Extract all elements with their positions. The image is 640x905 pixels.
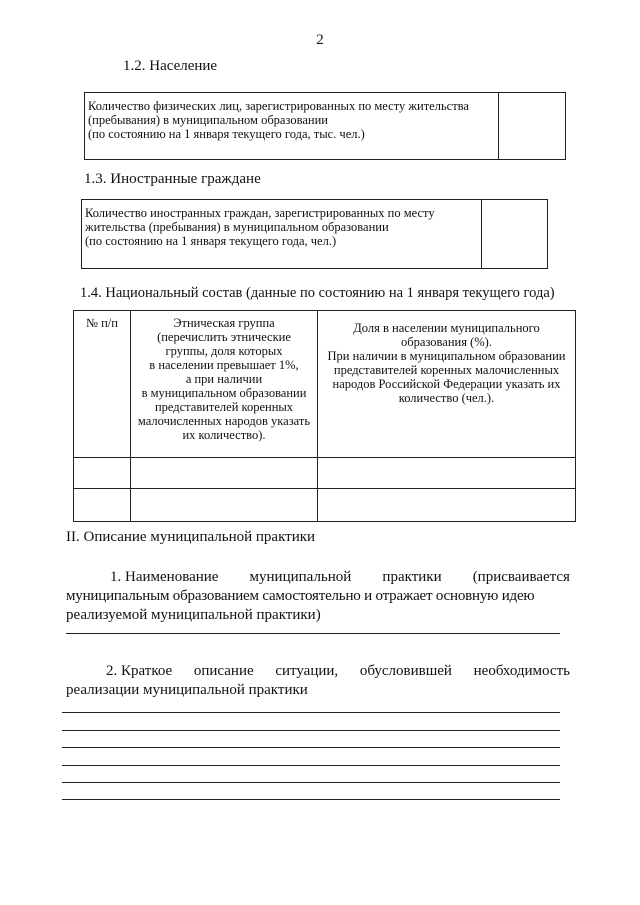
national-table [73,310,576,522]
table-cell[interactable] [74,457,131,488]
national-header-line: их количество). [182,428,266,442]
population-heading: 1.2. Население [123,58,218,74]
foreigners-heading: 1.3. Иностранные граждане [84,171,261,187]
national-header-line: представителей коренных малочисленных [333,363,560,377]
item2-answer-line[interactable] [62,747,560,748]
item2-answer-line[interactable] [62,782,560,783]
population-value-cell[interactable] [499,93,566,160]
item1-line2: муниципальным образованием самостоятельно и отражает основную идею [66,588,535,604]
item2-word: обусловившей [359,663,452,679]
item1-word: практики [382,569,442,585]
section2-heading: II. Описание муниципальной практики [66,529,316,545]
national-header-line: Доля в населении муниципального [353,321,540,335]
page-number: 2 [316,32,324,48]
item2-word: необходимость [473,663,570,679]
national-header-line: народов Российской Федерации указать их [332,377,561,391]
national-header-line: в муниципальном образовании [141,386,307,400]
item2-paragraph [66,662,570,700]
foreigners-label-line: жительства (пребывания) в муниципальном образовании [85,220,389,234]
national-header-line: При наличии в муниципальном образовании [327,349,566,363]
item2-line2: реализации муниципальной практики [66,682,308,698]
item2-word: описание [193,663,254,679]
national-header-line: Этническая группа [173,316,275,330]
foreigners-value-cell[interactable] [482,200,548,269]
national-header-line: группы, доля которых [165,344,283,358]
table-row [74,488,576,521]
population-label-line: (пребывания) в муниципальном образовании [88,113,328,127]
foreigners-label-line: Количество иностранных граждан, зарегистрированных по месту [85,206,435,220]
national-header-line: образования (%). [401,335,492,349]
item2-answer-line[interactable] [62,730,560,731]
table-cell[interactable] [131,488,318,521]
item2-answer-line[interactable] [62,765,560,766]
item2-answer-line[interactable] [62,712,560,713]
item2-word: 2. Краткое [106,663,173,679]
table-cell[interactable] [318,488,576,521]
table-cell[interactable] [131,457,318,488]
national-header-line: (перечислить этнические [157,330,291,344]
table-row [74,457,576,488]
foreigners-table [81,199,548,269]
population-label-line: (по состоянию на 1 января текущего года, тыс. чел.) [88,127,365,141]
foreigners-label-line: (по состоянию на 1 января текущего года, чел.) [85,234,337,248]
item2-line1 [66,662,570,681]
population-label-cell [85,93,499,160]
national-header-number [74,311,131,458]
national-heading: 1.4. Национальный состав (данные по состоянию на 1 января текущего года) [80,285,555,301]
item1-word: 1. Наименование [110,569,219,585]
item1-answer-line[interactable] [66,633,560,634]
item1-paragraph [66,568,570,625]
national-header-line: малочисленных народов указать [137,414,311,428]
national-header-line: представителей коренных [154,400,294,414]
item1-word: (присваивается [472,569,570,585]
foreigners-label-cell [82,200,482,269]
national-header-line: № п/п [86,316,118,330]
population-label-line: Количество физических лиц, зарегистрированных по месту жительства [88,99,469,113]
item1-line1 [66,568,570,587]
national-header-ethnic-group [131,311,318,458]
item1-line3: реализуемой муниципальной практики) [66,607,321,623]
table-cell[interactable] [318,457,576,488]
table-cell[interactable] [74,488,131,521]
national-header-line: количество (чел.). [398,391,495,405]
item2-answer-line[interactable] [62,799,560,800]
national-header-line: в населении превышает 1%, [149,358,299,372]
item2-word: ситуации, [275,663,339,679]
national-header-line: а при наличии [185,372,263,386]
national-header-share [318,311,576,458]
population-table [84,92,566,160]
item1-word: муниципальной [249,569,352,585]
